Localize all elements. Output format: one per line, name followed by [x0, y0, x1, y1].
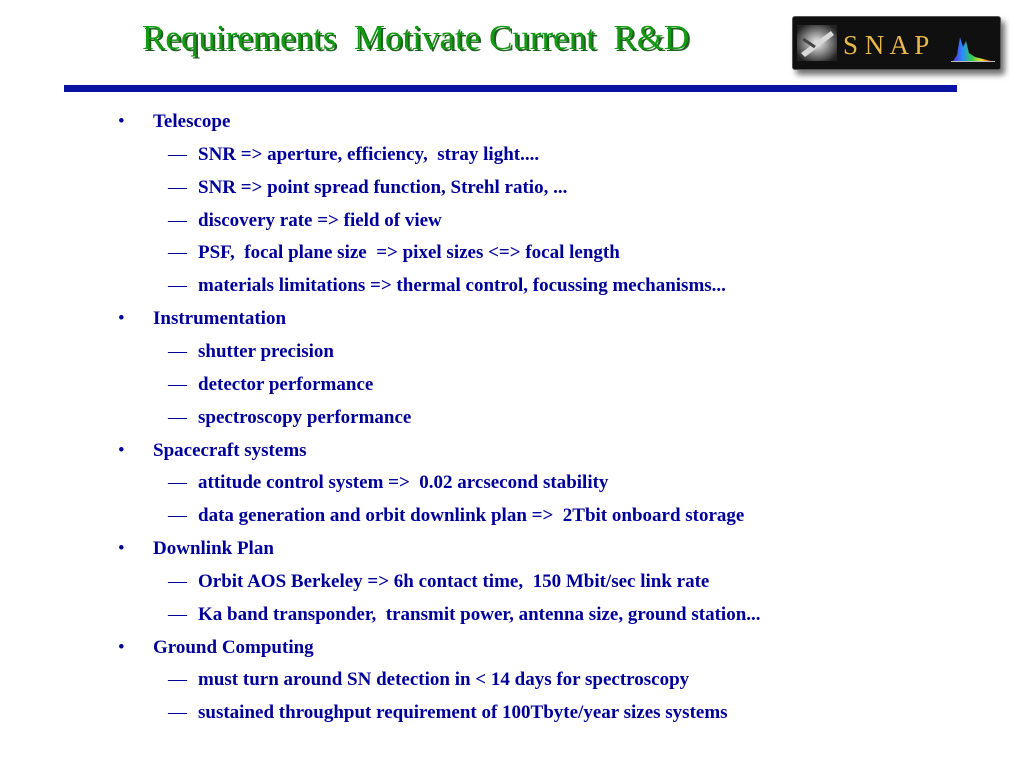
- bullet-glyph: •: [118, 439, 125, 461]
- telescope-image-icon: [797, 25, 837, 61]
- dash-glyph: —: [168, 472, 187, 494]
- list-item-text: discovery rate => field of view: [198, 209, 442, 231]
- snap-logo-graphic: [793, 17, 1000, 69]
- list-item-text: materials limitations => thermal control, focussing mechanisms...: [198, 275, 726, 297]
- list-item-text: SNR => point spread function, Strehl ratio, ...: [198, 176, 568, 198]
- dash-glyph: —: [168, 242, 187, 264]
- dash-glyph: —: [168, 209, 187, 231]
- list-item-text: shutter precision: [198, 340, 334, 362]
- dash-glyph: —: [168, 669, 187, 691]
- snap-logo: [792, 16, 1001, 70]
- section-heading-text: Telescope: [153, 111, 231, 132]
- list-item-text: detector performance: [198, 373, 374, 395]
- dash-glyph: —: [168, 505, 187, 527]
- dash-glyph: —: [168, 143, 187, 165]
- list-item-text: must turn around SN detection in < 14 days for spectroscopy: [198, 669, 690, 691]
- section-heading-text: Spacecraft systems: [153, 439, 307, 461]
- list-item-text: SNR => aperture, efficiency, stray light....: [198, 143, 540, 165]
- dash-glyph: —: [168, 275, 187, 297]
- list-item-text: data generation and orbit downlink plan => 2Tbit onboard storage: [198, 505, 745, 527]
- dash-glyph: —: [168, 373, 187, 395]
- bullet-glyph: •: [118, 111, 125, 132]
- list-item-text: sustained throughput requirement of 100Tbyte/year sizes systems: [198, 702, 728, 724]
- snap-logo-text: S N A P: [843, 30, 930, 60]
- list-item-text: Ka band transponder, transmit power, antenna size, ground station...: [198, 603, 761, 625]
- bullet-glyph: •: [118, 538, 125, 560]
- list-item-text: PSF, focal plane size => pixel sizes <=> focal length: [198, 242, 620, 264]
- section-heading-text: Downlink Plan: [153, 538, 274, 560]
- dash-glyph: —: [168, 176, 187, 198]
- list-item-text: Orbit AOS Berkeley => 6h contact time, 150 Mbit/sec link rate: [198, 570, 710, 592]
- slide-title: Requirements Motivate Current R&D: [142, 18, 690, 57]
- dash-glyph: —: [168, 702, 187, 724]
- section-heading-text: Ground Computing: [153, 636, 314, 658]
- list-item-text: spectroscopy performance: [198, 406, 412, 428]
- bullet-glyph: •: [118, 308, 125, 330]
- dash-glyph: —: [168, 570, 187, 592]
- dash-glyph: —: [168, 603, 187, 625]
- list-item-text: attitude control system => 0.02 arcsecond stability: [198, 472, 609, 494]
- bullet-glyph: •: [118, 636, 125, 658]
- dash-glyph: —: [168, 406, 187, 428]
- dash-glyph: —: [168, 340, 187, 362]
- title-divider: [64, 85, 957, 92]
- section-heading-text: Instrumentation: [153, 308, 287, 330]
